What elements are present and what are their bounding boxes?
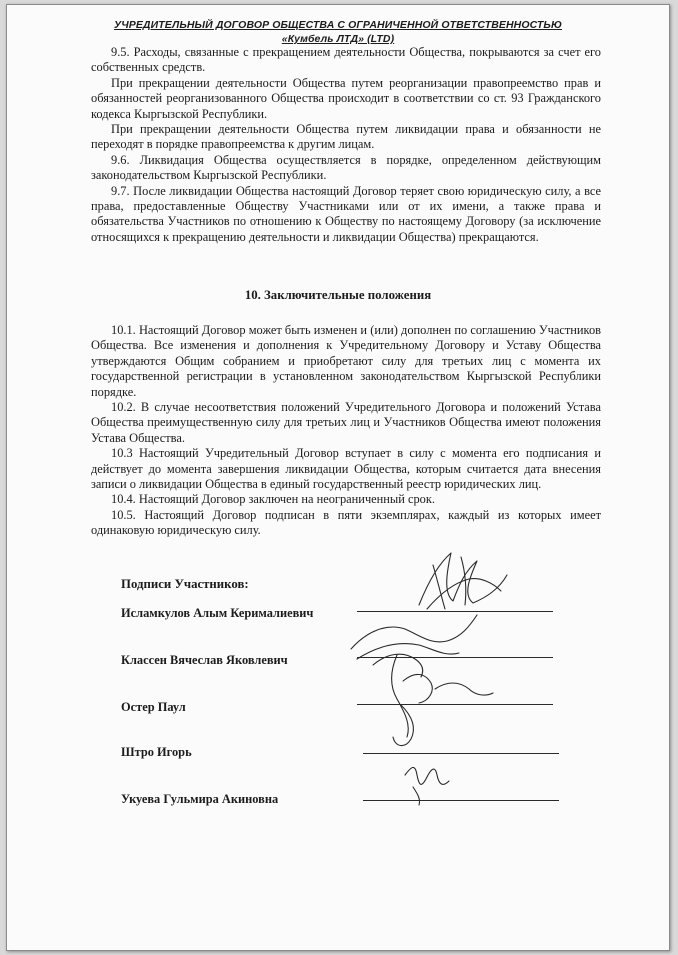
signatures-title: Подписи Участников: bbox=[121, 577, 249, 591]
participant-name: Остер Паул bbox=[121, 700, 186, 714]
paragraph-9-5-liquidation: При прекращении деятельности Общества путем ликвидации права и обязанности не переходят в порядке правопреемства к другим лицам. bbox=[91, 122, 601, 152]
paragraph-10-5: 10.5. Настоящий Договор подписан в пяти экземплярах, каждый из которых имеет одинаковую юридическую силу. bbox=[91, 507, 601, 538]
signature-line bbox=[363, 800, 559, 801]
document-page bbox=[6, 4, 670, 951]
paragraph-10-1: 10.1. Настоящий Договор может быть изменен и (или) дополнен по соглашению Участников Общества. Все изменения и дополнения к Учредительному Договору и Уставу Общества утверждаются Общим собранием и приобретают силу для третьих лиц с момента их государственной регистрации в установленном законодательством Кыргызской Республики порядке. bbox=[91, 323, 601, 399]
paragraph-9-5: 9.5. Расходы, связанные с прекращением деятельности Общества, покрываются за счет его собственных средств. bbox=[91, 45, 601, 75]
signature-line bbox=[363, 753, 559, 754]
paragraph-10-4: 10.4. Настоящий Договор заключен на неограниченный срок. bbox=[111, 492, 435, 507]
participant-name: Исламкулов Алым Керималиевич bbox=[121, 606, 314, 620]
section-9-text bbox=[91, 45, 601, 245]
paragraph-9-6: 9.6. Ликвидация Общества осуществляется в порядке, определенном действующим законодательством Кыргызской Республики. bbox=[91, 152, 601, 183]
participant-name: Укуева Гульмира Акиновна bbox=[121, 792, 279, 806]
paragraph-10-3: 10.3 Настоящий Учредительный Договор вступает в силу с момента его подписания и действует до момента завершения ликвидации Общества, которым считается дата внесения записи о ликвидации Общества в единый государственный реестр юридических лиц. bbox=[91, 446, 601, 492]
paragraph-9-5-reorganization: При прекращении деятельности Общества путем реорганизации правопреемство прав и обязанностей реорганизованного Общества происходит в соответствии со ст. 93 Гражданского кодекса Кыргызской Республики. bbox=[91, 75, 601, 121]
section-10-heading: 10. Заключительные положения bbox=[244, 288, 432, 302]
signature-line bbox=[357, 704, 553, 705]
signature-line bbox=[357, 657, 553, 658]
participant-name: Классен Вячеслав Яковлевич bbox=[121, 653, 288, 667]
paragraph-9-7: 9.7. После ликвидации Общества настоящий Договор теряет свою юридическую силу, а все права, предоставленные Обществу Участниками или от их имени, а также права и обязательства Участников по отношению к Обществу по настоящему Договору (за исключение относящихся к прекращению деятельности и ликвидации Общества) прекращаются. bbox=[91, 183, 601, 244]
document-header-company: «Кумбель ЛТД» (LTD) bbox=[281, 33, 395, 45]
section-10-text bbox=[91, 323, 601, 539]
participant-name: Штро Игорь bbox=[121, 745, 192, 759]
signature-line bbox=[357, 611, 553, 612]
paragraph-10-2: 10.2. В случае несоответствия положений Учредительного Договора и положений Устава Общества преимущественную силу для третьих лиц и Участников Общества имеют положения Устава Общества. bbox=[91, 400, 601, 445]
document-header-title: УЧРЕДИТЕЛЬНЫЙ ДОГОВОР ОБЩЕСТВА С ОГРАНИЧЕННОЙ ОТВЕТСТВЕННОСТЬЮ bbox=[113, 19, 562, 31]
